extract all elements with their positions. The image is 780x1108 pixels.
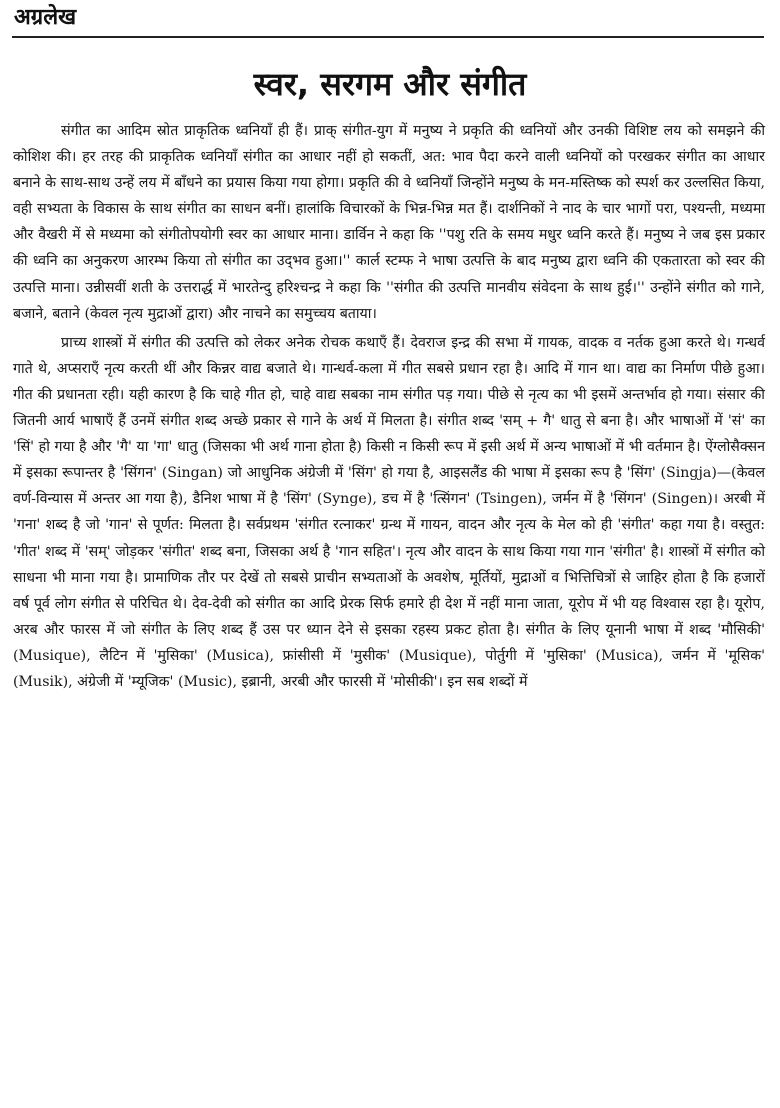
header-rule bbox=[12, 36, 764, 38]
article-body bbox=[13, 118, 765, 695]
paragraph-1: संगीत का आदिम स्रोत प्राकृतिक ध्वनियाँ ही हैं। प्राक् संगीत-युग में मनुष्य ने प्रकृति की ध्वनियों और उनकी विशिष्ट लय को समझने की कोशिश की। हर तरह की प्राकृतिक ध्वनियाँ संगीत का आधार नहीं हो सकतीं, अत: भाव पैदा करने वाली ध्वनियों को परखकर संगीत का आधार बनाने के साथ-साथ उन्हें लय में बाँधने का प्रयास किया गया होगा। प्रकृति की वे ध्वनियाँ जिन्होंने मनुष्य के मन-मस्तिष्क को स्पर्श कर उल्लसित किया, वही सभ्यता के विकास के साथ संगीत का साधन बनीं। हालांकि विचारकों के भिन्न-भिन्न मत हैं। दार्शनिकों ने नाद के चार भागों परा, पश्यन्ती, मध्यमा और वैखरी में से मध्यमा को संगीतोपयोगी स्वर का आधार माना। डार्विन ने कहा कि ''पशु रति के समय मधुर ध्वनि करते हैं। मनुष्य ने जब इस प्रकार की ध्वनि का अनुकरण आरम्भ किया तो संगीत का उद्‌भव हुआ।'' कार्ल स्टम्फ ने भाषा उत्पत्ति के बाद मनुष्य द्वारा ध्वनि की एकतारता को स्वर की उत्पत्ति माना। उन्नीसवीं शती के उत्तरार्द्ध में भारतेन्दु हरिश्चन्द्र ने कहा कि ''संगीत की उत्पत्ति मानवीय संवेदना के साथ हुई।'' उन्होंने संगीत को गाने, बजाने, बताने (केवल नृत्य मुद्राओं द्वारा) और नाचने का समुच्चय बताया। bbox=[13, 123, 765, 322]
article-title: स्वर, सरगम और संगीत bbox=[253, 65, 527, 103]
paragraph-2: प्राच्य शास्त्रों में संगीत की उत्पत्ति को लेकर अनेक रोचक कथाएँ हैं। देवराज इन्द्र की सभा में गायक, वादक व नर्तक हुआ करते थे। गन्धर्व गाते थे, अप्सराएँ नृत्य करती थीं और किन्नर वाद्य बजाते थे। गान्धर्व-कला में गीत सबसे प्रधान रहा है। आदि में गान था। वाद्य का निर्माण पीछे हुआ। गीत की प्रधानता रही। यही कारण है कि चाहे गीत हो, चाहे वाद्य सबका नाम संगीत पड़ गया। पीछे से नृत्य का भी इसमें अन्तर्भाव हो गया। संसार की जितनी आर्य भाषाएँ हैं उनमें संगीत शब्द अच्छे प्रकार से गाने के अर्थ में मिलता है। संगीत शब्द 'सम् + गै' धातु से बना है। और भाषाओं में 'सं' का 'सिं' हो गया है और 'गै' या 'गा' धातु (जिसका भी अर्थ गाना होता है) किसी न किसी रूप में इसी अर्थ में अन्य भाषाओं में भी वर्तमान है। ऐंग्लोसैक्सन में इसका रूपान्तर है 'सिंगन' (Singan) जो आधुनिक अंग्रेजी में 'सिंग' हो गया है, आइसलैंड की भाषा में इसका रूप है 'सिंग' (Singja)—(केवल वर्ण-विन्यास में अन्तर आ गया है), डैनिश भाषा में है 'सिंग' (Synge), डच में है 'त्सिंगन' (Tsingen), जर्मन में है 'सिंगन' (Singen)। अरबी में 'गना' शब्द है जो 'गान' से पूर्णत: मिलता है। सर्वप्रथम 'संगीत रत्नाकर' ग्रन्थ में गायन, वादन और नृत्य के मेल को ही 'संगीत' कहा गया है। वस्तुत: 'गीत' शब्द में 'सम्' जोड़कर 'संगीत' शब्द बना, जिसका अर्थ है 'गान सहित'। नृत्य और वादन के साथ किया गया गान 'संगीत' है। शास्त्रों में संगीत को साधना भी माना गया है। प्रामाणिक तौर पर देखें तो सबसे प्राचीन सभ्यताओं के अवशेष, मूर्तियों, मुद्राओं व भित्तिचित्रों से जाहिर होता है कि हजारों वर्ष पूर्व लोग संगीत से परिचित थे। देव-देवी को संगीत का आदि प्रेरक सिर्फ हमारे ही देश में नहीं माना जाता, यूरोप में भी यह विश्वास रहा है। यूरोप, अरब और फारस में जो संगीत के लिए शब्द हैं उस पर ध्यान देने से इसका रहस्य प्रकट होता है। संगीत के लिए यूनानी भाषा में शब्द 'मौसिकी' (Musique), लैटिन में 'मुसिका' (Musica), फ्रांसीसी में 'मुसीक' (Musique), पोर्तुगी में 'मुसिका' (Musica), जर्मन में 'मूसिक' (Musik), अंग्रेजी में 'म्यूजिक' (Music), इब्रानी, अरबी और फारसी में 'मोसीकी'। इन सब शब्दों में bbox=[13, 334, 765, 690]
section-label: अग्रलेख bbox=[14, 5, 77, 30]
